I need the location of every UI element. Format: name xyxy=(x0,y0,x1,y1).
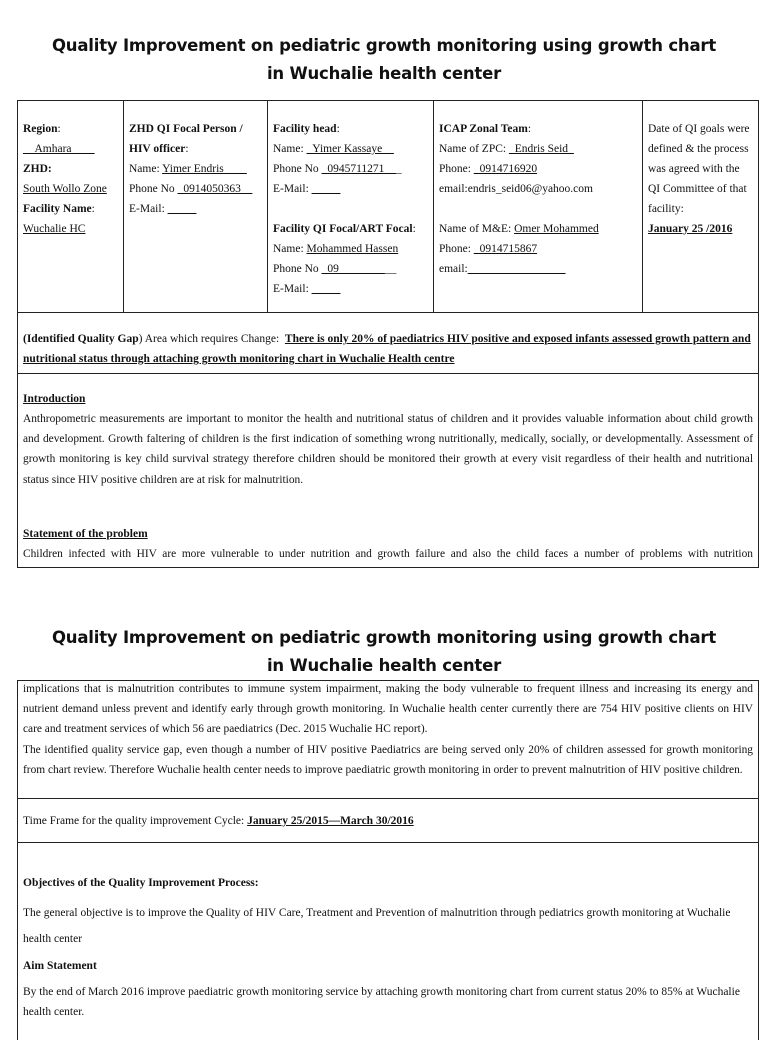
problem-text: Children infected with HIV are more vulnerable to under nutrition and growth failure and also the child faces a number of problems with nutrition xyxy=(23,547,753,560)
page2-title-line2: in Wuchalie health center xyxy=(266,656,502,675)
page1-title-line2: in Wuchalie health center xyxy=(266,64,502,83)
art-focal-name: Name: Mohammed Hassen xyxy=(273,243,399,255)
zhd-label: ZHD: xyxy=(23,163,52,175)
region-cell: Region: __Amhara____ ZHD: South Wollo Zone Facility Name: Wuchalie HC xyxy=(18,101,124,312)
me-name: Name of M&E: Omer Mohammed xyxy=(439,223,599,235)
timeframe-text: Time Frame for the quality improvement Cycle: January 25/2015—March 30/2016 xyxy=(23,815,414,827)
date-value: January 25 /2016 xyxy=(648,223,733,235)
region-label: Region xyxy=(23,123,58,135)
facility-head-name: Name: _Yimer Kassaye__ xyxy=(273,143,394,155)
timeframe-value: January 25/2015—March 30/2016 xyxy=(247,815,414,827)
introduction-text: Anthropometric measurements are important to monitor the health and nutritional status of children and it provides valuable information about child growth and development. Growth faltering of children is the first indication of something wrong nutritionally, medically, socially, or developmentally. Assessment of growth monitoring is key child survival strategy therefore children should be monitored their growth at every visit regardless of their health and nutritional status since HIV positive children are at risk for malnutrition. xyxy=(23,413,753,486)
quality-gap-row xyxy=(18,313,758,374)
me-phone: Phone: _0914715867 xyxy=(439,243,538,255)
icap-cell: ICAP Zonal Team: Name of ZPC: _Endris Seid_ Phone: _0914716920 email:endris_seid06@yahoo.com Name of M&E: Omer Mohammed Phone: _0914715867 email:_________________ xyxy=(434,101,643,312)
qi-focal-cell: ZHD QI Focal Person / HIV officer: Name: Yimer Endris____ Phone No _0914050363__ E-Mail: _____ xyxy=(124,101,268,312)
problem-continued-text-1: implications that is malnutrition contributes to immune system impairment, making the body vulnerable to frequent illness and increasing its energy and nutrient demand unless prevent and identify early through growth monitoring. In Wuchalie health center currently there are 754 HIV positive clients on HIV care and treatment services of which 56 are paediatrics (Dec. 2015 Wuchalie HC report). xyxy=(23,683,753,736)
art-focal-email: E-Mail: _____ xyxy=(273,283,341,295)
zhd-value: South Wollo Zone xyxy=(23,183,107,195)
facility-name-value: Wuchalie HC xyxy=(23,223,86,235)
aim-heading: Aim Statement xyxy=(23,960,97,972)
page2-title xyxy=(0,624,768,680)
contact-header-row xyxy=(18,101,758,313)
quality-gap-value: There is only 20% of paediatrics HIV positive and exposed infants assessed growth pattern and nutritional status through attaching growth monitoring chart in Wuchalie Health centre xyxy=(23,333,751,365)
facility-head-cell: Facility head: Name: _Yimer Kassaye__ Phone No _0945711271___ E-Mail: _____ Facility QI Focal/ART Focal: Name: Mohammed Hassen Phone No _09__________ E-Mail: _____ xyxy=(268,101,434,312)
objectives-heading: Objectives of the Quality Improvement Process: xyxy=(23,877,259,889)
qi-focal-phone: Phone No _0914050363__ xyxy=(129,183,253,195)
objectives-text: The general objective is to improve the Quality of HIV Care, Treatment and Prevention of malnutrition through pediatrics growth monitoring at Wuchalie health center xyxy=(23,907,731,945)
introduction-row xyxy=(18,374,758,568)
me-email: email:_________________ xyxy=(439,263,566,275)
date-text: Date of QI goals were defined & the process was agreed with the QI Committee of that facility: xyxy=(648,123,750,215)
timeframe-row xyxy=(18,799,758,843)
page2-table xyxy=(17,680,759,1040)
art-focal-phone: Phone No _09__________ xyxy=(273,263,397,275)
page1-table xyxy=(17,100,759,568)
aim-text: By the end of March 2016 improve paediatric growth monitoring service by attaching growth monitoring chart from current status 20% to 85% at Wuchalie health center. xyxy=(23,986,740,1018)
page1-title xyxy=(0,32,768,88)
qi-focal-email: E-Mail: _____ xyxy=(129,203,197,215)
facility-head-email: E-Mail: _____ xyxy=(273,183,341,195)
art-focal-label: Facility QI Focal/ART Focal xyxy=(273,223,413,235)
problem-continued-text-2: The identified quality service gap, even though a number of HIV positive Paediatrics are being served only 20% of children assessed for growth monitoring from chart review. Therefore Wuchalie health center needs to improve paediatric growth monitoring in order to prevent malnutrition of HIV positive children. xyxy=(23,743,753,776)
zpc-name: Name of ZPC: _Endris Seid_ xyxy=(439,143,574,155)
problem-heading: Statement of the problem xyxy=(23,527,148,540)
qi-focal-name: Name: Yimer Endris____ xyxy=(129,163,247,175)
page1-title-line1: Quality Improvement on pediatric growth monitoring using growth chart xyxy=(51,36,717,55)
facility-name-label: Facility Name xyxy=(23,203,92,215)
region-value: __Amhara____ xyxy=(23,143,95,155)
date-cell xyxy=(643,101,758,312)
qi-focal-title: ZHD QI Focal Person / HIV officer xyxy=(129,123,243,155)
problem-continued-row xyxy=(18,680,758,799)
icap-label: ICAP Zonal Team xyxy=(439,123,528,135)
page2-title-line1: Quality Improvement on pediatric growth monitoring using growth chart xyxy=(51,628,717,647)
objectives-row xyxy=(18,843,758,1040)
zpc-email: email:endris_seid06@yahoo.com xyxy=(439,183,593,195)
facility-head-label: Facility head xyxy=(273,123,337,135)
facility-head-phone: Phone No _0945711271___ xyxy=(273,163,402,175)
quality-gap-text: (Identified Quality Gap) Area which requires Change: There is only 20% of paediatrics HIV positive and exposed infants assessed growth pattern and nutritional status through attaching growth monitoring chart in Wuchalie Health centre xyxy=(23,333,751,365)
zpc-phone: Phone: _0914716920 xyxy=(439,163,538,175)
introduction-heading: Introduction xyxy=(23,393,86,405)
